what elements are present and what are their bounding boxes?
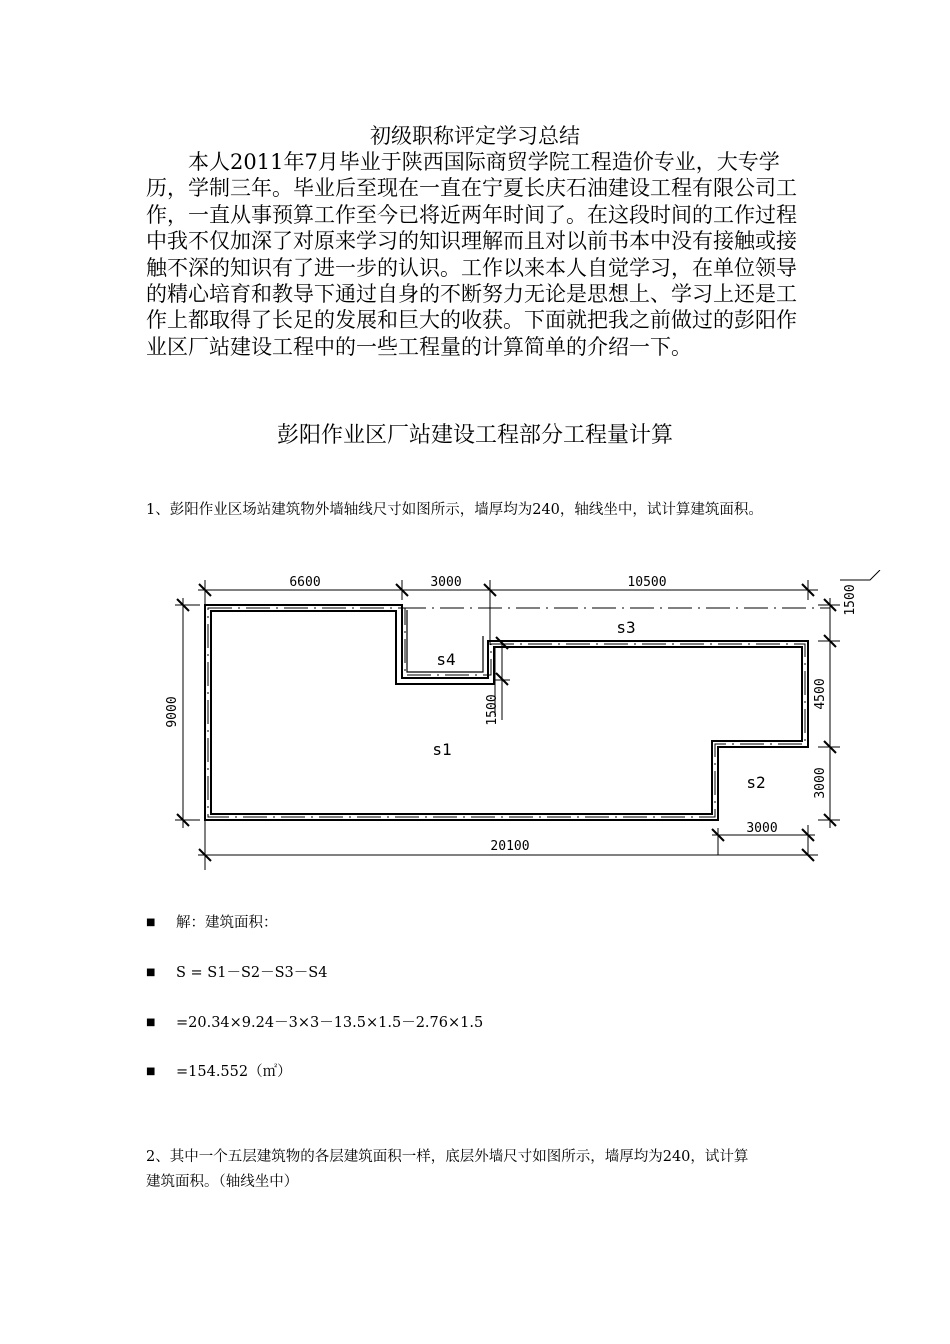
question-2: 2、其中一个五层建筑物的各层建筑面积一样，底层外墙尺寸如图所示，墙厚均为240，试计算 建筑面积。（轴线坐中） <box>146 1149 749 1190</box>
bullet-icon: ■ <box>146 967 156 978</box>
solution-text: S = S1－S2－S3－S4 <box>176 965 328 981</box>
solution-text: =154.552（㎡） <box>176 1064 292 1080</box>
dim-right-bottom: 3000 <box>813 767 828 799</box>
dim-inner: 1500 <box>485 694 500 726</box>
label-s2: s2 <box>746 773 766 792</box>
dim-left: 9000 <box>165 696 180 728</box>
solution-line-2 <box>146 963 746 983</box>
solution-text: =20.34×9.24－3×3－13.5×1.5－2.76×1.5 <box>176 1015 484 1031</box>
dim-top-right: 10500 <box>627 575 667 590</box>
dim-bottom-small: 3000 <box>746 821 778 836</box>
dim-top-mid: 3000 <box>430 575 462 590</box>
bullet-icon: ■ <box>146 917 156 928</box>
solution-line-4 <box>146 1062 746 1082</box>
dim-right-top: 1500 <box>843 584 858 616</box>
section-title: 彭阳作业区厂站建设工程部分工程量计算 <box>276 423 673 448</box>
label-s1: s1 <box>432 740 452 759</box>
label-s3: s3 <box>616 618 636 637</box>
solution-text: 解：建筑面积： <box>176 915 278 931</box>
floor-plan-drawing <box>150 570 890 870</box>
dim-bottom-total: 20100 <box>490 839 530 854</box>
solution-line-1 <box>146 913 746 933</box>
document-title: 初级职称评定学习总结 <box>370 124 580 148</box>
label-s4: s4 <box>436 650 456 669</box>
dim-right-mid: 4500 <box>813 678 828 710</box>
dim-top-left: 6600 <box>289 575 321 590</box>
bullet-icon: ■ <box>146 1017 156 1028</box>
intro-paragraph: 本人2011年7月毕业于陕西国际商贸学院工程造价专业，大专学历，学制三年。毕业后至现在一直在宁夏长庆石油建设工程有限公司工作，一直从事预算工作至今已将近两年时间了。在这段时间的工作过程中我不仅加深了对原来学习的知识理解而且对以前书本中没有接触或接触不深的知识有了进一步的认识。工作以来本人自觉学习，在单位领导的精心培育和教导下通过自身的不断努力无论是思想上、学习上还是工作上都取得了长足的发展和巨大的收获。下面就把我之前做过的彭阳作业区厂站建设工程中的一些工程量的计算简单的介绍一下。 <box>146 150 797 359</box>
solution-line-3 <box>146 1013 746 1033</box>
bullet-icon: ■ <box>146 1066 156 1077</box>
question-1: 1、彭阳作业区场站建筑物外墙轴线尺寸如图所示，墙厚均为240，轴线坐中，试计算建筑面积。 <box>146 502 763 518</box>
